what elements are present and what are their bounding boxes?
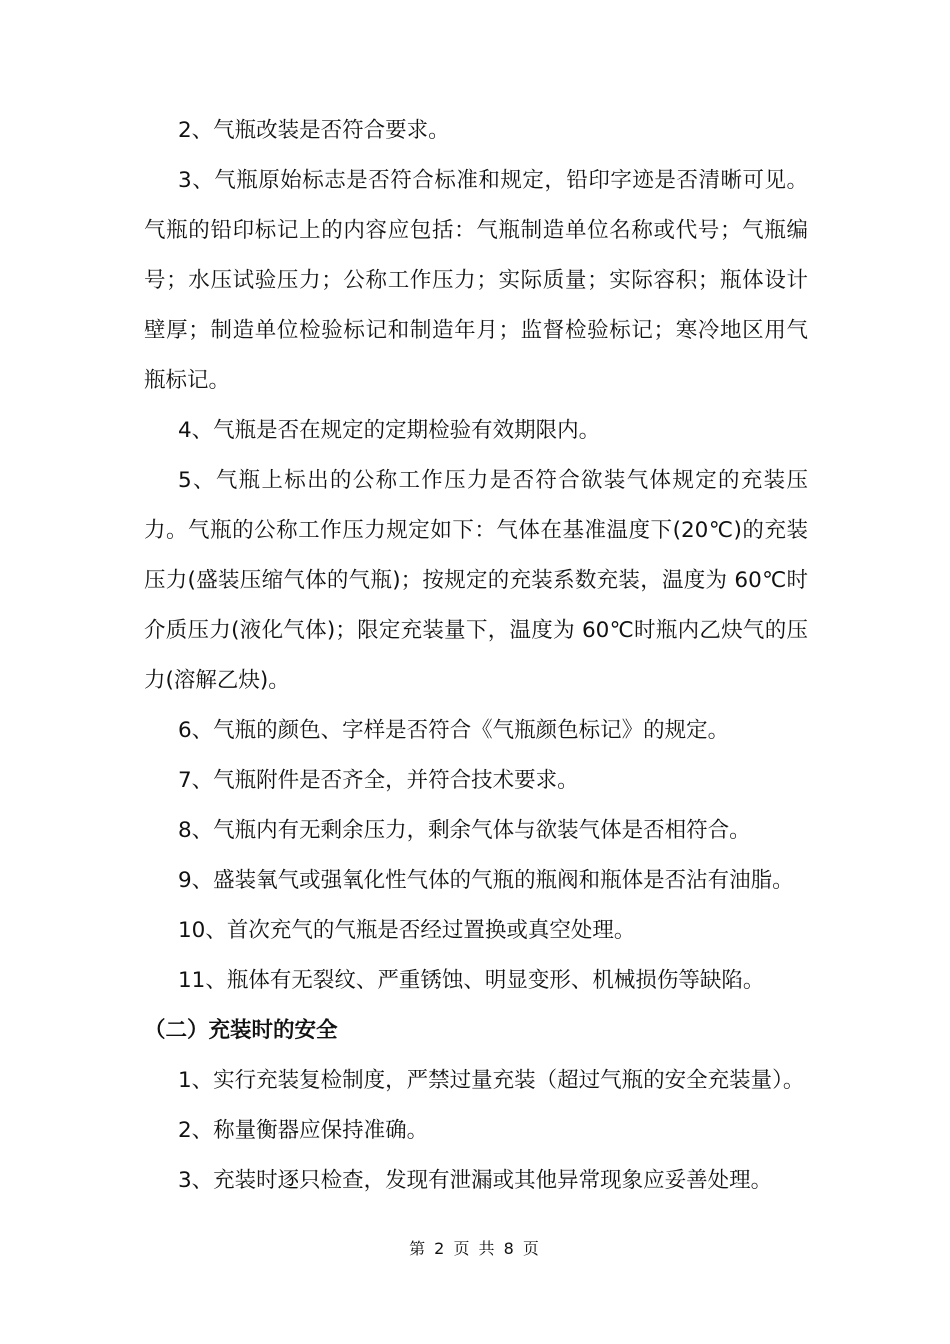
paragraph-item-8: 8、气瓶内有无剩余压力，剩余气体与欲装气体是否相符合。 — [178, 818, 751, 843]
section-paragraph-3: 3、充装时逐只检查，发现有泄漏或其他异常现象应妥善处理。 — [178, 1168, 773, 1193]
paragraph-item-5: 5、气瓶上标出的公称工作压力是否符合欲装气体规定的充装压力。气瓶的公称工作压力规定如下：气体在基准温度下(20℃)的充装压力(盛装压缩气体的气瓶)；按规定的充装系数充装，温度为 60℃时介质压力(液化气体)；限定充装量下，温度为 60℃时瓶内乙炔气的压力(溶解乙炔)。 — [144, 468, 808, 693]
paragraph-item-3: 3、气瓶原始标志是否符合标准和规定，铅印字迹是否清晰可见。气瓶的铅印标记上的内容应包括：气瓶制造单位名称或代号；气瓶编号；水压试验压力；公称工作压力；实际质量；实际容积；瓶体设计壁厚；制造单位检验标记和制造年月；监督检验标记；寒冷地区用气瓶标记。 — [144, 168, 808, 393]
paragraph-item-4: 4、气瓶是否在规定的定期检验有效期限内。 — [178, 418, 601, 443]
paragraph-item-10: 10、首次充气的气瓶是否经过置换或真空处理。 — [178, 918, 636, 943]
page-footer: 第 2 页 共 8 页 — [409, 1239, 541, 1258]
paragraph-item-2: 2、气瓶改装是否符合要求。 — [178, 118, 450, 143]
paragraph-item-6: 6、气瓶的颜色、字样是否符合《气瓶颜色标记》的规定。 — [178, 718, 730, 743]
section-paragraph-1: 1、实行充装复检制度，严禁过量充装（超过气瓶的安全充装量）。 — [178, 1068, 805, 1093]
paragraph-item-7: 7、气瓶附件是否齐全，并符合技术要求。 — [178, 768, 579, 793]
section-paragraph-2: 2、称量衡器应保持准确。 — [178, 1118, 429, 1143]
document-body — [144, 106, 808, 1206]
section-heading: （二）充装时的安全 — [144, 1018, 338, 1043]
paragraph-item-11: 11、瓶体有无裂纹、严重锈蚀、明显变形、机械损伤等缺陷。 — [178, 968, 765, 993]
paragraph-item-9: 9、盛装氧气或强氧化性气体的气瓶的瓶阀和瓶体是否沾有油脂。 — [178, 868, 794, 893]
